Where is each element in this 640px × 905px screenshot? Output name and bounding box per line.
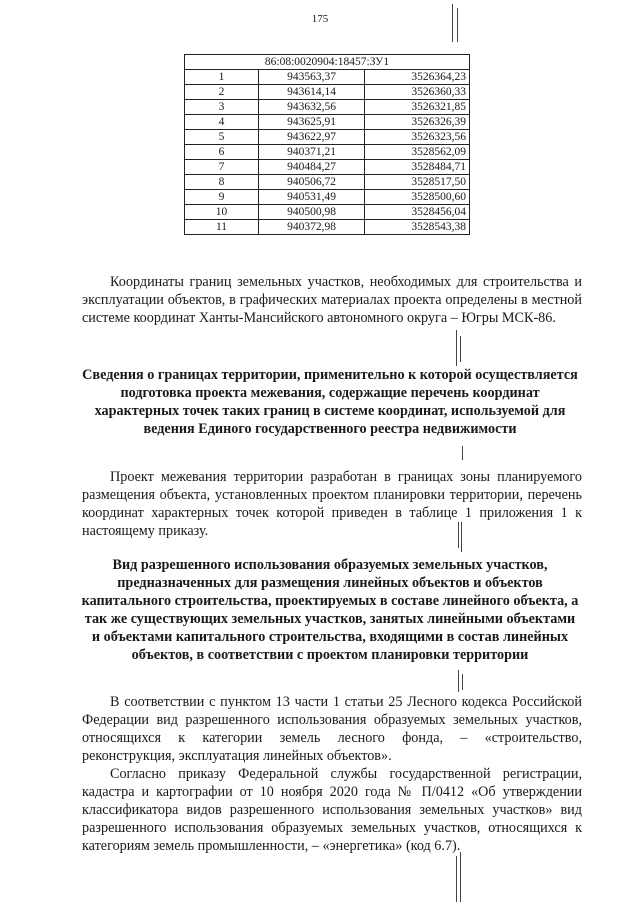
registry-order-paragraph: Согласно приказу Федеральной службы государственной регистрации, кадастра и картографии от 10 ноября 2020 года № П/0412 «Об утверждении классификатора видов разрешенного использования земельных участков» вид разрешенного использования образуемых земельных участков, относящихся к категориям земель промышленности, – «энергетика» (код 6.7). <box>82 766 582 854</box>
scan-mark <box>452 4 453 42</box>
page-number: 175 <box>311 13 329 25</box>
table-row <box>185 190 470 205</box>
y-coordinate-cell: 3528500,60 <box>365 190 470 205</box>
table-row <box>185 205 470 220</box>
scan-mark <box>456 856 457 902</box>
x-coordinate-cell: 940500,98 <box>259 205 365 220</box>
y-coordinate-cell: 3526321,85 <box>365 100 470 115</box>
point-number-cell: 7 <box>185 160 259 175</box>
x-coordinate-cell: 943614,14 <box>259 85 365 100</box>
y-coordinate-cell: 3528543,38 <box>365 220 470 235</box>
table-header-row <box>185 55 470 70</box>
scan-mark <box>456 330 457 366</box>
y-coordinate-cell: 3526323,56 <box>365 130 470 145</box>
point-number-cell: 9 <box>185 190 259 205</box>
point-number-cell: 4 <box>185 115 259 130</box>
table-row <box>185 100 470 115</box>
scan-mark <box>462 446 463 460</box>
point-number-cell: 11 <box>185 220 259 235</box>
coordinates-note-paragraph: Координаты границ земельных участков, необходимых для строительства и эксплуатации объектов, в графических материалах проекта определены в местной системе координат Ханты-Мансийского автономного округа – Югры МСК-86. <box>82 274 582 326</box>
y-coordinate-cell: 3528484,71 <box>365 160 470 175</box>
x-coordinate-cell: 940531,49 <box>259 190 365 205</box>
y-coordinate-cell: 3528517,50 <box>365 175 470 190</box>
scan-mark <box>460 336 461 362</box>
table-row <box>185 175 470 190</box>
permitted-use-heading: Вид разрешенного использования образуемых земельных участков, предназначенных для размещения линейных объектов и объектов капитального строительства, проектируемых в составе линейного объекта, а так же существующих земельных участков, занятых линейными объектами и объектами капитального строительства, входящими в состав линейных объектов, в соответствии с проектом планировки территории <box>81 557 579 663</box>
point-number-cell: 10 <box>185 205 259 220</box>
y-coordinate-cell: 3528562,09 <box>365 145 470 160</box>
x-coordinate-cell: 943563,37 <box>259 70 365 85</box>
table-row <box>185 130 470 145</box>
x-coordinate-cell: 940371,21 <box>259 145 365 160</box>
table-header-cell: 86:08:0020904:18457:ЗУ1 <box>185 55 470 70</box>
table-row <box>185 145 470 160</box>
y-coordinate-cell: 3528456,04 <box>365 205 470 220</box>
x-coordinate-cell: 943622,97 <box>259 130 365 145</box>
y-coordinate-cell: 3526364,23 <box>365 70 470 85</box>
x-coordinate-cell: 943632,56 <box>259 100 365 115</box>
point-number-cell: 1 <box>185 70 259 85</box>
boundaries-heading: Сведения о границах территории, применительно к которой осуществляется подготовка проекта межевания, содержащие перечень координат характерных точек таких границ в системе координат, используемой для ведения Единого государственного реестра недвижимости <box>82 367 578 437</box>
coordinates-table <box>184 54 470 235</box>
x-coordinate-cell: 943625,91 <box>259 115 365 130</box>
scan-mark <box>458 670 459 692</box>
table-row <box>185 115 470 130</box>
scan-mark <box>457 8 458 42</box>
scan-mark <box>460 852 461 902</box>
point-number-cell: 3 <box>185 100 259 115</box>
table-row <box>185 70 470 85</box>
point-number-cell: 2 <box>185 85 259 100</box>
point-number-cell: 8 <box>185 175 259 190</box>
table-row <box>185 160 470 175</box>
table-row <box>185 85 470 100</box>
x-coordinate-cell: 940484,27 <box>259 160 365 175</box>
forest-code-paragraph: В соответствии с пунктом 13 части 1 статьи 25 Лесного кодекса Российской Федерации вид разрешенного использования образуемых земельных участков, относящихся к категории земель лесного фонда, – «строительство, реконструкция, эксплуатация линейных объектов». <box>82 694 582 764</box>
point-number-cell: 6 <box>185 145 259 160</box>
table-row <box>185 220 470 235</box>
boundaries-paragraph: Проект межевания территории разработан в границах зоны планируемого размещения объекта, установленных проектом планировки территории, перечень координат характерных точек которой приведен в таблице 1 приложения 1 к настоящему приказу. <box>82 469 582 539</box>
x-coordinate-cell: 940372,98 <box>259 220 365 235</box>
point-number-cell: 5 <box>185 130 259 145</box>
x-coordinate-cell: 940506,72 <box>259 175 365 190</box>
y-coordinate-cell: 3526326,39 <box>365 115 470 130</box>
y-coordinate-cell: 3526360,33 <box>365 85 470 100</box>
scan-mark <box>462 674 463 690</box>
